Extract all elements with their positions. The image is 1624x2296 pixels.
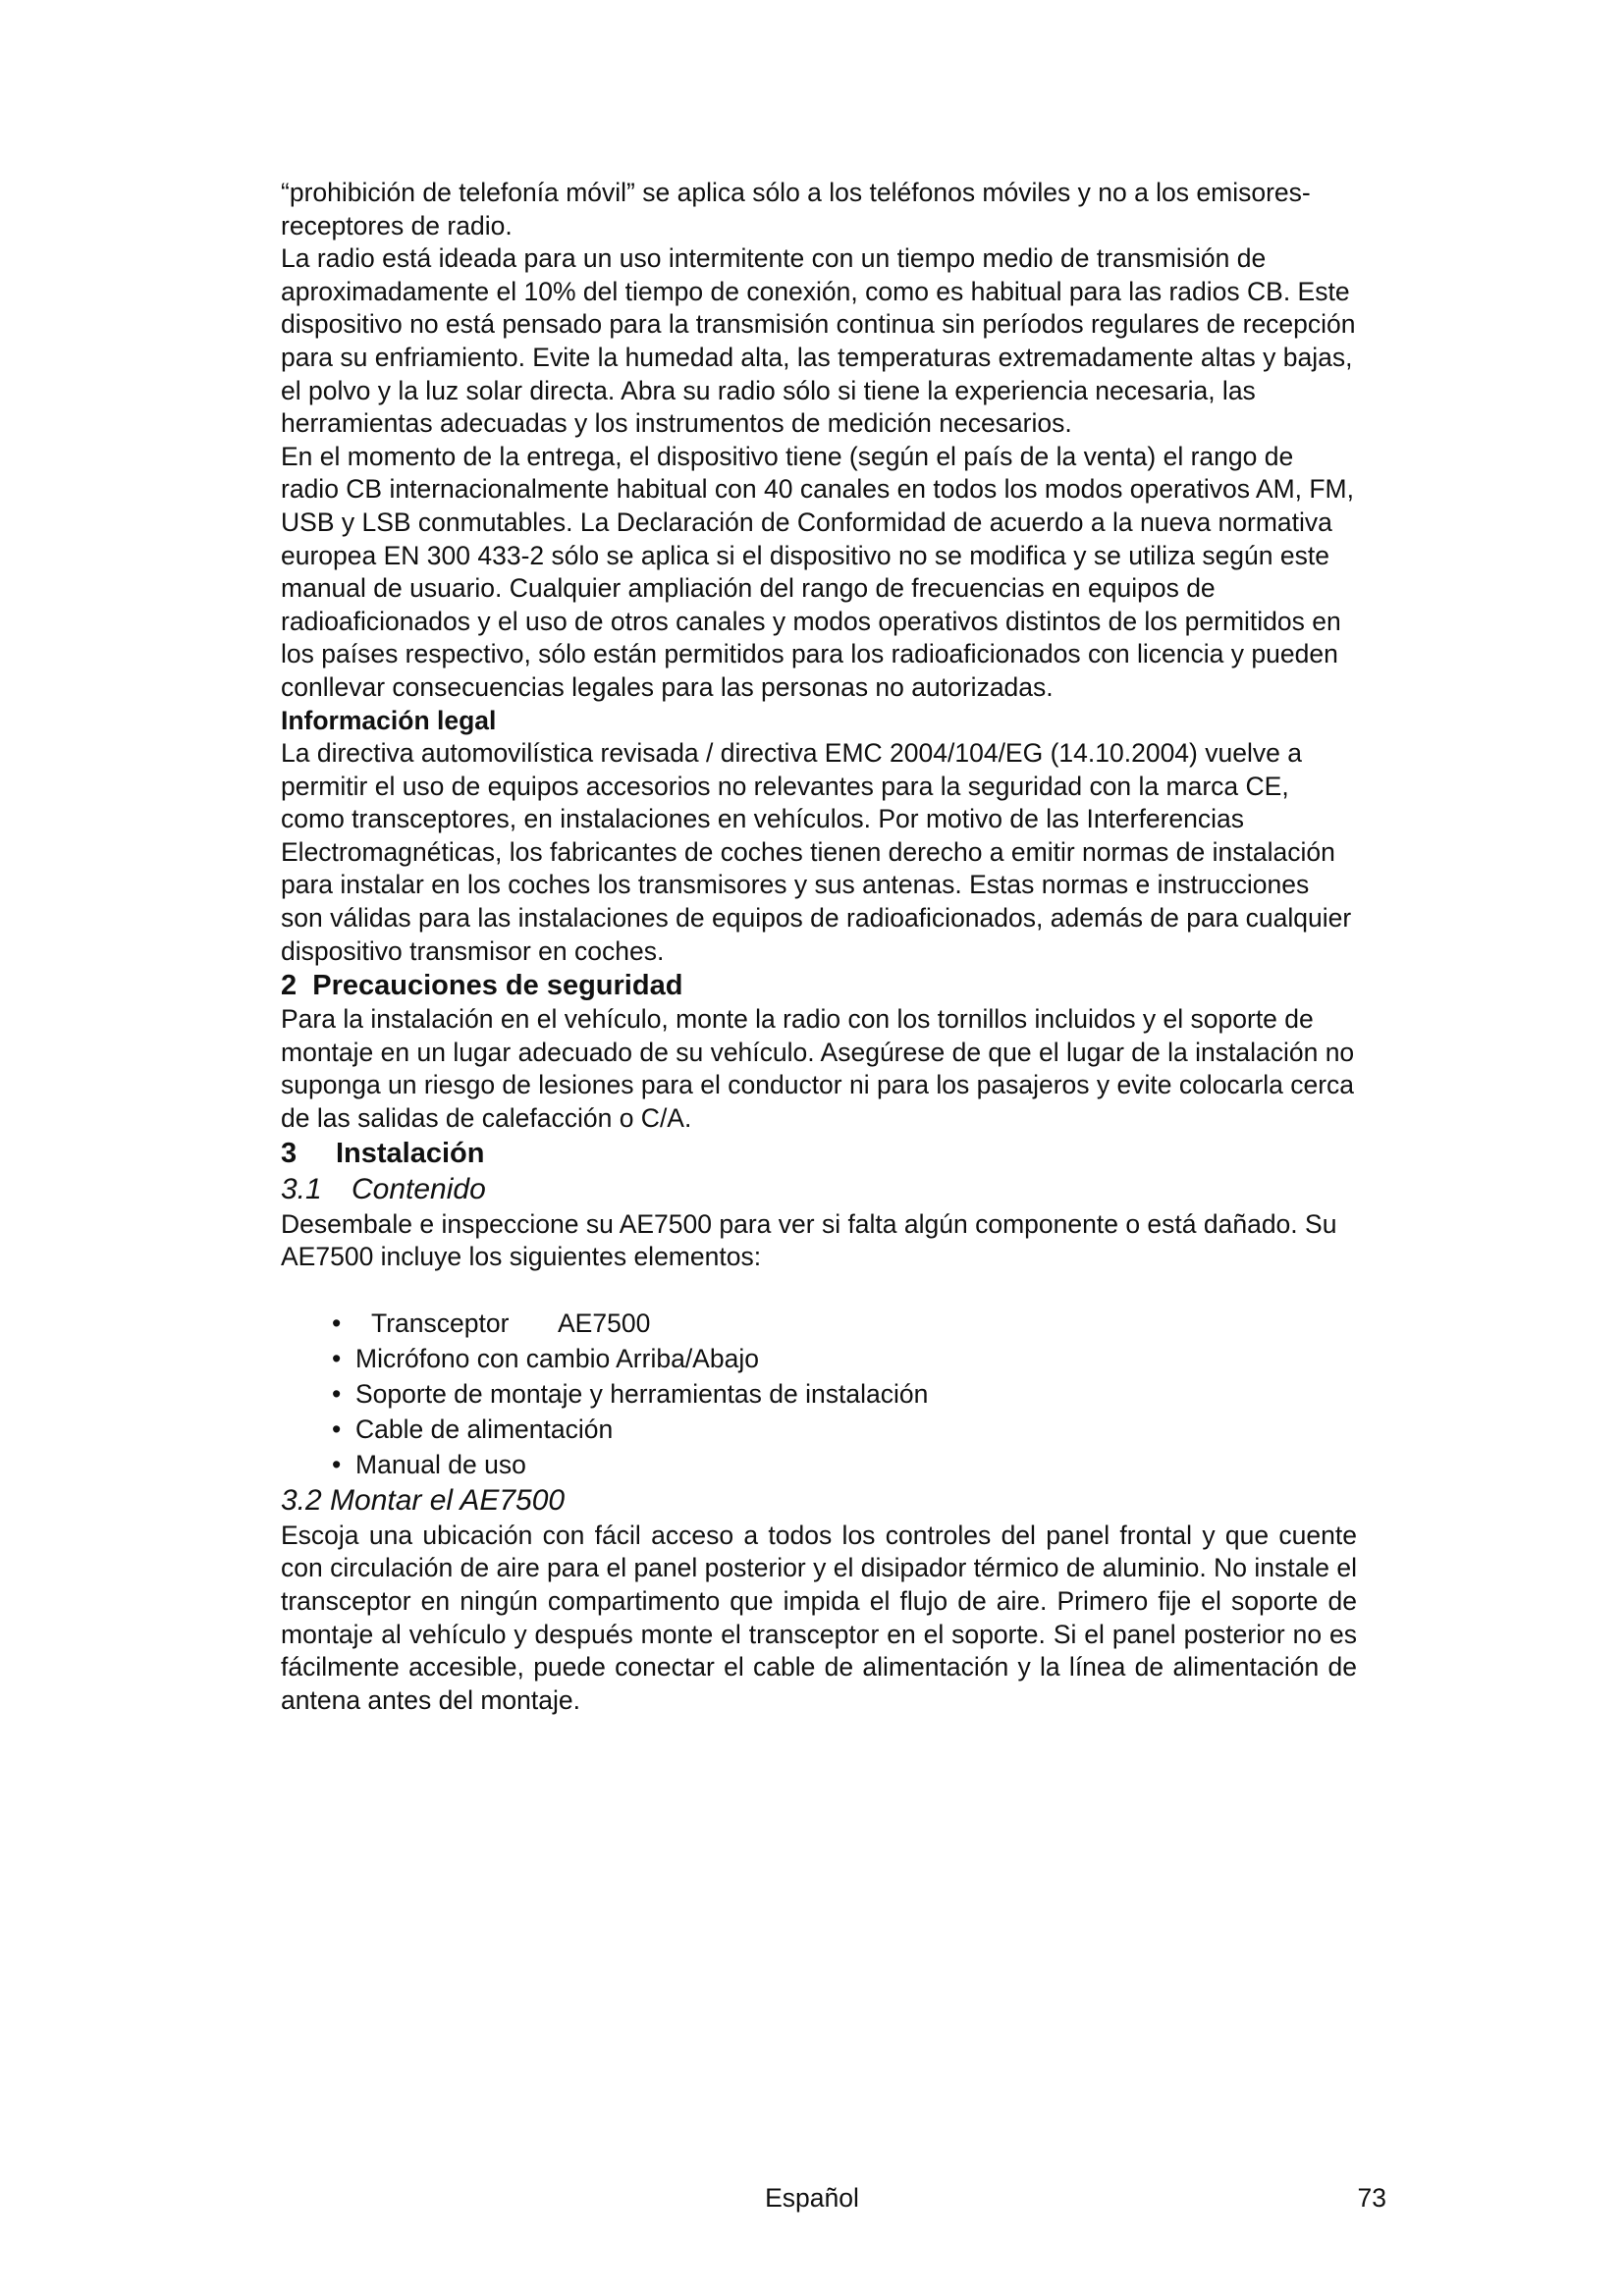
list-item-text: Cable de alimentación [355, 1414, 614, 1444]
subsection-3-1-paragraph: Desembale e inspeccione su AE7500 para ver si falta algún componente o está dañado. Su AE7500 incluye los siguientes elementos: [281, 1208, 1337, 1272]
contents-list [281, 1306, 1357, 1482]
list-item-name: Transceptor [371, 1308, 510, 1338]
intro-paragraph-1: “prohibición de telefonía móvil” se aplica sólo a los teléfonos móviles y no a los emisores-receptores de radio. [281, 178, 1311, 240]
bullet-icon: • [332, 1449, 342, 1479]
section-2-title: Precauciones de seguridad [312, 970, 683, 1002]
section-2-heading [281, 968, 1357, 1003]
bullet-icon: • [332, 1343, 342, 1373]
list-item-model: AE7500 [558, 1308, 651, 1338]
bullet-icon: • [332, 1378, 342, 1409]
subsection-3-1-number: 3.1 [281, 1172, 322, 1205]
document-page [281, 177, 1357, 1717]
legal-heading: Información legal [281, 705, 497, 735]
section-3-heading [281, 1136, 1357, 1171]
list-item-text: Micrófono con cambio Arriba/Abajo [355, 1343, 759, 1373]
legal-paragraph: La directiva automovilística revisada / directiva EMC 2004/104/EG (14.10.2004) vuelve a permitir el uso de equipos accesorios no relevantes para la seguridad con la marca CE, como transceptores, en instalaciones en vehículos. Por motivo de las Interferencias Electromagnéticas, los fabricantes de coches tienen derecho a emitir normas de instalación para instalar en los coches los transmisores y sus antenas. Estas normas e instrucciones son válidas para las instalaciones de equipos de radioaficionados, además de para cualquier dispositivo transmisor en coches. [281, 738, 1352, 966]
section-3-number: 3 [281, 1137, 298, 1169]
list-item-text: Manual de uso [355, 1449, 526, 1479]
subsection-3-2-heading: 3.2 Montar el AE7500 [281, 1483, 566, 1517]
section-3-title: Instalación [336, 1137, 485, 1169]
list-item [332, 1341, 1357, 1376]
subsection-3-2-paragraph: Escoja una ubicación con fácil acceso a todos los controles del panel frontal y que cuente con circulación de aire para el panel posterior y el disipador térmico de aluminio. No instale el transceptor en ningún compartimento que impida el flujo de aire. Primero fije el soporte de montaje al vehículo y después monte el transceptor en el soporte. Si el panel posterior no es fácilmente accesible, puede conectar el cable de alimentación y la línea de alimentación de antena antes del montaje. [281, 1520, 1357, 1715]
section-2-paragraph: Para la instalación en el vehículo, monte la radio con los tornillos incluidos y el soporte de montaje en un lugar adecuado de su vehículo. Asegúrese de que el lugar de la instalación no suponga un riesgo de lesiones para el conductor ni para los pasajeros y evite colocarla cerca de las salidas de calefacción o C/A. [281, 1004, 1355, 1134]
list-item [332, 1306, 1357, 1341]
list-item [332, 1447, 1357, 1482]
bullet-icon: • [332, 1414, 342, 1444]
list-item-text: Soporte de montaje y herramientas de instalación [355, 1378, 929, 1409]
bullet-icon: • [332, 1308, 342, 1338]
subsection-3-1-title: Contenido [352, 1172, 486, 1205]
list-item [332, 1412, 1357, 1447]
footer-language: Español [765, 2183, 859, 2213]
subsection-3-1-heading [281, 1171, 1357, 1208]
intro-paragraph-2: La radio está ideada para un uso intermitente con un tiempo medio de transmisión de aproximadamente el 10% del tiempo de conexión, como es habitual para las radios CB. Este dispositivo no está pensado para la transmisión continua sin períodos regulares de recepción para su enfriamiento. Evite la humedad alta, las temperaturas extremadamente altas y bajas, el polvo y la luz solar directa. Abra su radio sólo si tiene la experiencia necesaria, las herramientas adecuadas y los instrumentos de medición necesarios. [281, 243, 1356, 439]
footer-page-number: 73 [1357, 2183, 1386, 2213]
section-2-number: 2 [281, 970, 298, 1002]
list-item [332, 1376, 1357, 1412]
intro-paragraph-3: En el momento de la entrega, el dispositivo tiene (según el país de la venta) el rango de radio CB internacionalmente habitual con 40 canales en todos los modos operativos AM, FM, USB y LSB conmutables. La Declaración de Conformidad de acuerdo a la nueva normativa europea EN 300 433-2 sólo se aplica si el dispositivo no se modifica y se utiliza según este manual de usuario. Cualquier ampliación del rango de frecuencias en equipos de radioaficionados y el uso de otros canales y modos operativos distintos de los permitidos en los países respectivo, sólo están permitidos para los radioaficionados con licencia y pueden conllevar consecuencias legales para las personas no autorizadas. [281, 441, 1354, 702]
